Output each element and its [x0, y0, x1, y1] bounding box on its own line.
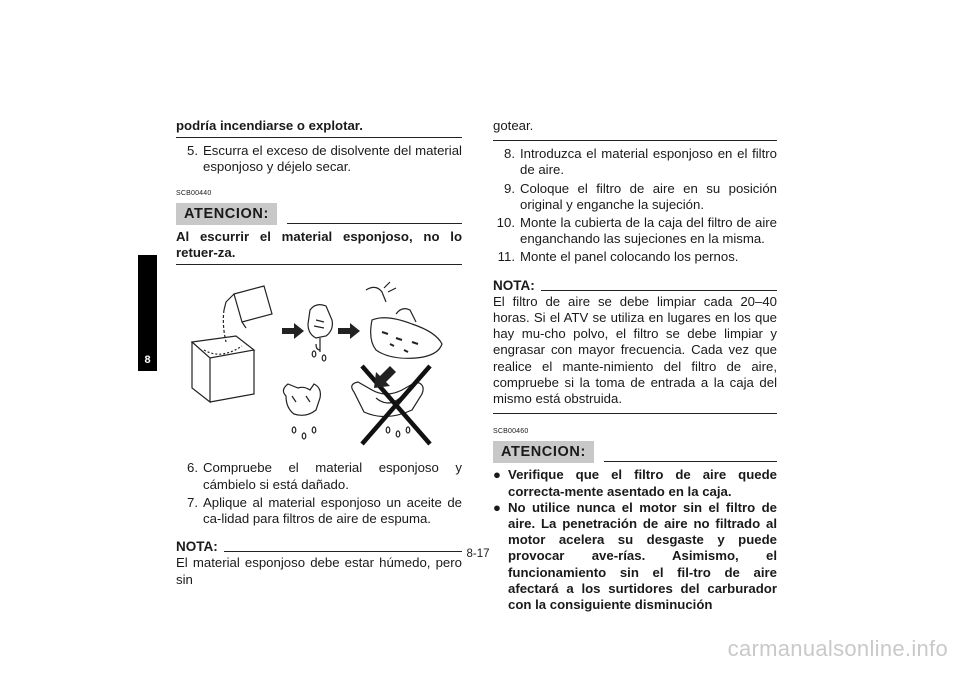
- nota-rule: [224, 551, 462, 552]
- step-text: Compruebe el material esponjoso y cámbielo si está dañado.: [203, 460, 462, 492]
- step-number: 5.: [187, 143, 198, 159]
- nota-header: [493, 278, 777, 294]
- oiling-hands-icon: [366, 282, 442, 358]
- step-number: 10.: [496, 215, 515, 231]
- arrow-right-icon: [282, 323, 304, 339]
- caution-label: ATENCION:: [176, 203, 277, 225]
- step-9: [493, 181, 777, 213]
- nota-header: [176, 539, 462, 555]
- continued-text: gotear.: [493, 118, 534, 133]
- correct-hands-icon: [283, 384, 320, 439]
- nota-text: El material esponjoso debe estar húmedo, pero sin: [176, 555, 462, 587]
- watermark: carmanualsonline.info: [727, 636, 948, 661]
- step-11: [493, 249, 777, 265]
- caution-header: [493, 441, 777, 463]
- caution-code: SCB00460: [493, 428, 529, 436]
- solvent-container-icon: [192, 336, 254, 402]
- bullet-text: No utilice nunca el motor sin el filtro de aire. La penetración de aire no filtrado al motor acelera su desgaste y puede provocar ave-rías. Asimismo, el funcionamiento sin el fil-tro de aire afectará a los surtidores del carburador con la consiguiente disminución: [508, 499, 777, 613]
- warning-rule: [176, 137, 462, 138]
- step-text: Aplique al material esponjoso un aceite de ca-lidad para filtros de aire de espuma.: [203, 494, 462, 527]
- step-text: Coloque el filtro de aire en su posición original y enganche la sujeción.: [520, 180, 777, 212]
- bullet-text: Verifique que el filtro de aire quede correcta-mente asentado en la caja.: [508, 467, 777, 499]
- step-number: 8.: [504, 146, 515, 162]
- step-7: [176, 495, 462, 527]
- warning-end-text: podría incendiarse o explotar.: [176, 118, 363, 133]
- chapter-tab: [138, 255, 157, 371]
- arrow-right-icon: [338, 323, 360, 339]
- nota-end-rule: [493, 140, 777, 141]
- caution-label: ATENCION:: [493, 441, 594, 463]
- bullet-icon: ●: [493, 499, 501, 515]
- step-6: [176, 460, 462, 492]
- step-number: 11.: [497, 249, 515, 265]
- squeezing-hand-icon: [308, 305, 332, 361]
- nota-label: NOTA:: [176, 539, 218, 555]
- chapter-number: 8: [144, 354, 151, 366]
- caution-end-rule: [176, 264, 462, 265]
- step-number: 7.: [187, 494, 198, 510]
- step-text: Introduzca el material esponjoso en el filtro de aire.: [520, 146, 777, 178]
- caution-header: [176, 203, 462, 225]
- step-8: [493, 146, 777, 178]
- pouring-can-icon: [223, 286, 272, 342]
- step-10: [493, 215, 777, 247]
- step-text: Escurra el exceso de disolvente del material esponjoso y déjelo secar.: [203, 143, 462, 175]
- step-number: 9.: [504, 180, 515, 196]
- step-text: Monte el panel colocando los pernos.: [520, 249, 739, 265]
- step-text: Monte la cubierta de la caja del filtro de aire enganchando las sujeciones en la misma.: [520, 215, 777, 247]
- caution-code: SCB00440: [176, 189, 212, 197]
- nota-text: El filtro de aire se debe limpiar cada 20–40 horas. Si el ATV se utiliza en lugares en los que hay mu-cho polvo, el filtro se debe limpiar y engrasar con mayor frecuencia. Cada vez que realice el mante-nimiento del filtro de aire, compruebe si la toma de entrada a la caja del mismo está obstruida.: [493, 293, 777, 407]
- nota-label: NOTA:: [493, 277, 535, 293]
- twisting-hands-icon: [352, 382, 423, 437]
- foam-squeezing-illustration: [176, 280, 462, 450]
- step-5: [176, 143, 462, 175]
- caution-bullet: [493, 500, 777, 613]
- bullet-icon: ●: [493, 467, 501, 483]
- nota-rule: [541, 290, 777, 291]
- page-number: 8-17: [466, 548, 490, 560]
- caution-text: Al escurrir el material esponjoso, no lo retuer-za.: [176, 228, 462, 261]
- caution-header-rule: [287, 222, 462, 224]
- left-column: [176, 118, 462, 588]
- right-column: [493, 118, 777, 613]
- caution-bullet: [493, 467, 777, 499]
- step-number: 6.: [187, 460, 198, 476]
- caution-header-rule: [604, 460, 777, 462]
- nota-end-rule: [493, 413, 777, 414]
- arrow-down-left-icon: [374, 366, 396, 388]
